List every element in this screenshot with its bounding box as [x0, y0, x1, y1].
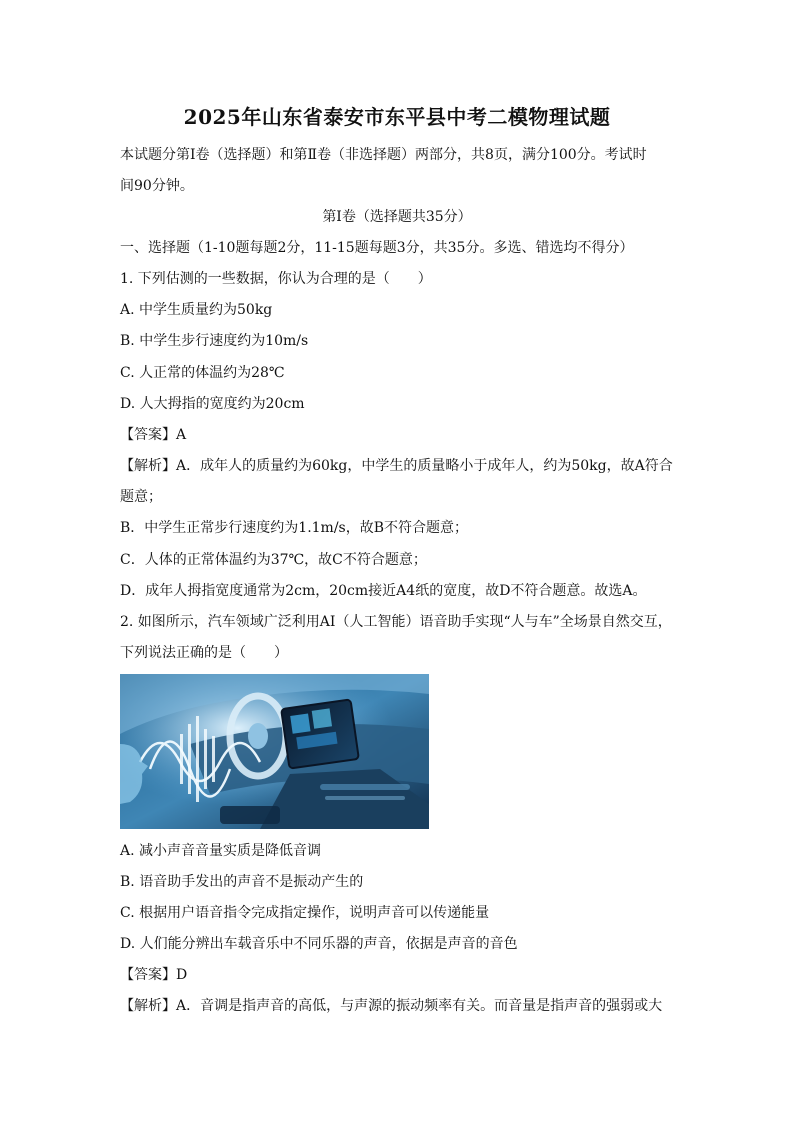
q1-option-a: A. 中学生质量约为50kg — [120, 302, 273, 318]
section-title: 第Ⅰ卷（选择题共35分） — [322, 209, 472, 225]
q1-analysis-line-4: C．人体的正常体温约为37℃，故C不符合题意； — [120, 552, 427, 568]
intro-line-2: 间90分钟。 — [120, 178, 194, 194]
q1-analysis-line-3: B．中学生正常步行速度约为1.1m/s，故B不符合题意； — [120, 520, 469, 536]
q2-option-b: B. 语音助手发出的声音不是振动产生的 — [120, 874, 364, 890]
q2-stem-line-2: 下列说法正确的是（ ） — [120, 645, 288, 661]
part-title: 一、选择题（1-10题每题2分，11-15题每题3分，共35分。多选、错选均不得分） — [120, 240, 634, 256]
q1-analysis-line-2: 题意； — [120, 489, 162, 505]
car-interior-illustration — [120, 674, 429, 829]
q1-analysis-line-1: 【解析】A．成年人的质量约为60kg，中学生的质量略小于成年人，约为50kg，故A符合 — [120, 458, 673, 474]
q1-analysis-line-5: D．成年人拇指宽度通常为2cm，20cm接近A4纸的宽度，故D不符合题意。故选A。 — [120, 583, 647, 599]
intro-line-1: 本试题分第Ⅰ卷（选择题）和第Ⅱ卷（非选择题）两部分，共8页，满分100分。考试时 — [120, 147, 647, 163]
q1-option-d: D. 人大拇指的宽度约为20cm — [120, 396, 305, 412]
q1-stem: 1. 下列估测的一些数据，你认为合理的是（ ） — [120, 271, 432, 287]
q2-option-d: D. 人们能分辨出车载音乐中不同乐器的声音，依据是声音的音色 — [120, 936, 518, 952]
car-ai-voice-figure — [120, 674, 429, 829]
q1-option-b: B. 中学生步行速度约为10m/s — [120, 333, 309, 349]
q2-option-c: C. 根据用户语音指令完成指定操作，说明声音可以传递能量 — [120, 905, 490, 921]
q1-answer: 【答案】A — [120, 427, 187, 443]
q2-option-a: A. 减小声音音量实质是降低音调 — [120, 843, 322, 859]
q2-analysis-line-1: 【解析】A．音调是指声音的高低，与声源的振动频率有关。而音量是指声音的强弱或大 — [120, 998, 663, 1014]
q2-answer: 【答案】D — [120, 967, 188, 983]
exam-title: 2025年山东省泰安市东平县中考二模物理试题 — [183, 105, 611, 129]
q1-option-c: C. 人正常的体温约为28℃ — [120, 365, 285, 381]
q2-stem-line-1: 2. 如图所示，汽车领域广泛利用AI（人工智能）语音助手实现“人与车”全场景自然交互， — [120, 614, 672, 630]
